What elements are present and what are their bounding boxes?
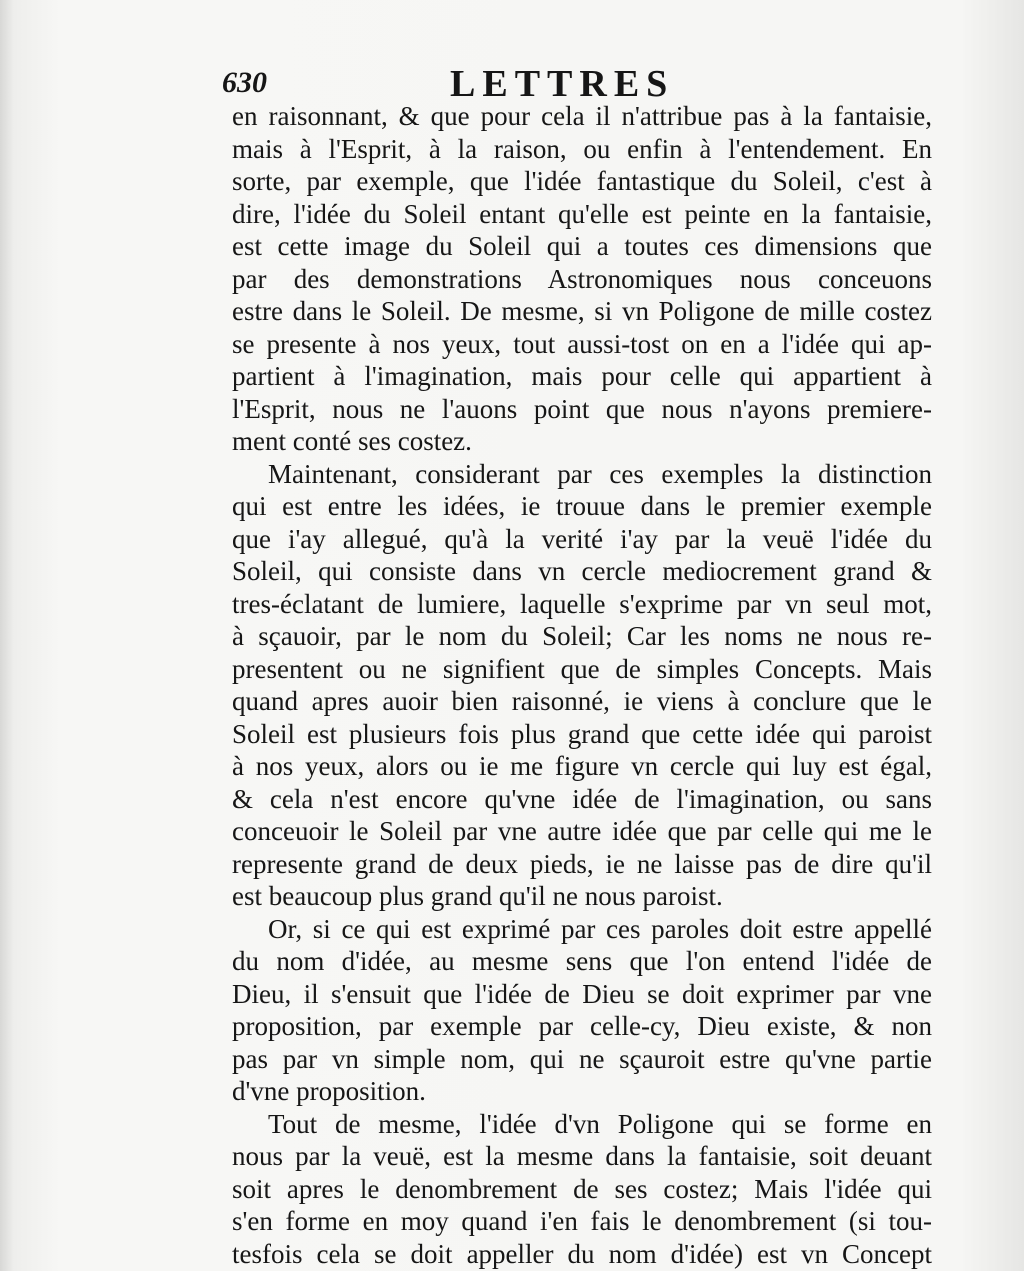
text-line: du nom d'idée, au mesme sens que l'on entend l'idée de [232, 946, 932, 976]
text-line: nous par la veuë, est la mesme dans la fantaisie, soit deuant [232, 1141, 932, 1171]
text-line: proposition, par exemple par celle-cy, Dieu existe, & non [232, 1011, 932, 1041]
text-line: s'en forme en moy quand i'en fais le denombrement (si tou- [232, 1206, 932, 1236]
text-line: que i'ay allegué, qu'à la verité i'ay par la veuë l'idée du [232, 523, 932, 554]
running-head: LETTRES [450, 63, 675, 105]
text-line: dire, l'idée du Soleil entant qu'elle est peinte en la fantaisie, [232, 198, 932, 229]
text-line: quand apres auoir bien raisonné, ie viens à conclure que le [232, 686, 932, 716]
text-line: & cela n'est encore qu'vne idée de l'imagination, ou sans [232, 783, 932, 814]
text-line: par des demonstrations Astronomiques nous conceuons [232, 263, 932, 294]
text-line: sorte, par exemple, que l'idée fantastique du Soleil, c'est à [232, 166, 932, 196]
bleed-through-top [520, 0, 840, 22]
text-line: l'Esprit, nous ne l'auons point que nous n'ayons premiere- [232, 393, 932, 424]
paragraph-start-line: Maintenant, considerant par ces exemples la distinction [268, 458, 932, 489]
text-line: Dieu, il s'ensuit que l'idée de Dieu se doit exprimer par vne [232, 978, 932, 1009]
text-line: à sçauoir, par le nom du Soleil; Car les noms ne nous re- [232, 621, 932, 651]
text-line: à nos yeux, alors ou ie me figure vn cercle qui luy est égal, [232, 751, 932, 781]
text-line: se presente à nos yeux, tout aussi-tost on en a l'idée qui ap- [232, 328, 932, 359]
paragraph-start-line: Tout de mesme, l'idée d'vn Poligone qui se forme en [268, 1108, 932, 1139]
text-line: partient à l'imagination, mais pour celle qui appartient à [232, 361, 932, 391]
page-number: 630 [222, 66, 267, 99]
text-line: estre dans le Soleil. De mesme, si vn Poligone de mille costez [232, 296, 932, 326]
text-line: represente grand de deux pieds, ie ne laisse pas de dire qu'il [232, 848, 932, 879]
text-line: qui est entre les idées, ie trouue dans le premier exemple [232, 491, 932, 521]
text-line: presentent ou ne signifient que de simples Concepts. Mais [232, 653, 932, 684]
body-text [232, 100, 932, 1270]
text-line: en raisonnant, & que pour cela il n'attribue pas à la fantaisie, [232, 101, 932, 131]
text-line: tesfois cela se doit appeller du nom d'idée) est vn Concept [232, 1238, 932, 1269]
text-line: est cette image du Soleil qui a toutes ces dimensions que [232, 231, 932, 261]
text-line: Soleil est plusieurs fois plus grand que cette idée qui paroist [232, 718, 932, 749]
text-line: Soleil, qui consiste dans vn cercle mediocrement grand & [232, 556, 932, 586]
text-line: est beaucoup plus grand qu'il ne nous paroist. [232, 881, 723, 911]
text-line: tres-éclatant de lumiere, laquelle s'exprime par vn seul mot, [232, 588, 932, 619]
text-line: soit apres le denombrement de ses costez; Mais l'idée qui [232, 1173, 932, 1204]
text-line: mais à l'Esprit, à la raison, ou enfin à l'entendement. En [232, 133, 932, 164]
paragraph-start-line: Or, si ce qui est exprimé par ces paroles doit estre appellé [268, 913, 932, 944]
text-line: ment conté ses costez. [232, 426, 472, 456]
text-line: conceuoir le Soleil par vne autre idée que par celle qui me le [232, 816, 932, 846]
text-line: pas par vn simple nom, qui ne sçauroit estre qu'vne partie [232, 1043, 932, 1074]
text-line: d'vne proposition. [232, 1076, 426, 1106]
